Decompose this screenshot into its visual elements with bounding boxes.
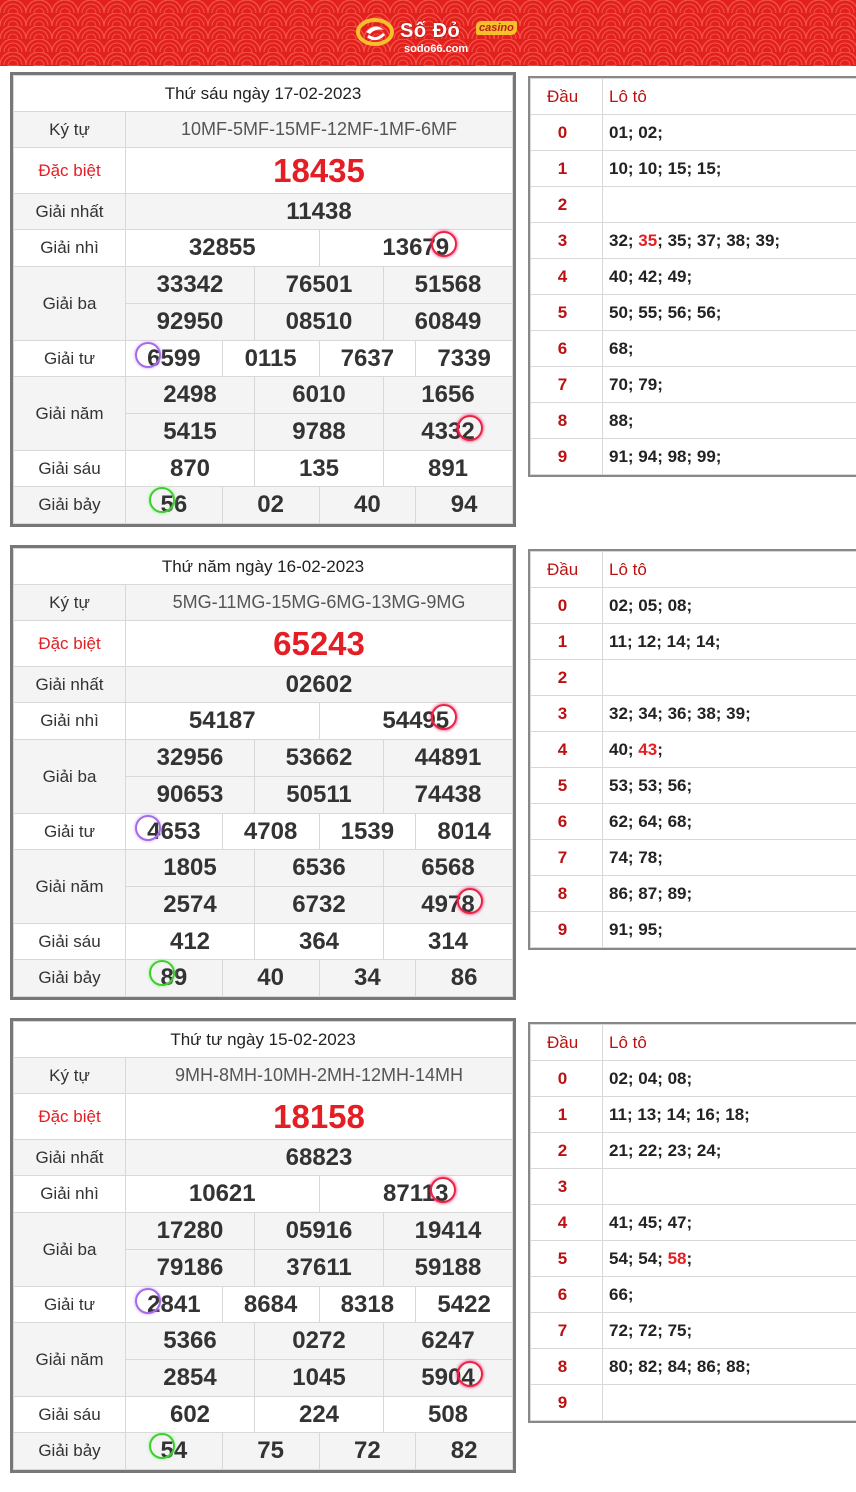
giai-tu-label: Giải tư — [14, 1287, 126, 1323]
loto-numbers: 40; — [609, 739, 639, 759]
loto-row-values — [603, 439, 856, 475]
giai-nam-value: 6010 — [255, 377, 384, 414]
giai-sau-value: 508 — [384, 1397, 513, 1433]
marker-purple-circle — [135, 815, 161, 841]
loto-row-values — [603, 804, 856, 840]
giai-ba-value: 19414 — [384, 1213, 513, 1250]
ky-tu-value: 10MF-5MF-15MF-12MF-1MF-6MF — [126, 112, 513, 148]
loto-row-values — [603, 624, 856, 660]
dau-digit: 3 — [531, 696, 603, 732]
loto-numbers: 21; 22; 23; 24; — [609, 1140, 722, 1160]
giai-nam-value: 6247 — [384, 1323, 513, 1360]
giai-nam-value: 1805 — [126, 850, 255, 887]
dau-digit: 0 — [531, 1061, 603, 1097]
giai-tu-value: 8684 — [222, 1287, 319, 1323]
giai-bay-value: 89 — [126, 960, 223, 997]
dau-digit: 1 — [531, 624, 603, 660]
giai-nhat-label: Giải nhất — [14, 667, 126, 703]
loto-row-values — [603, 403, 856, 439]
dau-digit: 8 — [531, 1349, 603, 1385]
dau-digit: 5 — [531, 295, 603, 331]
dau-digit: 1 — [531, 151, 603, 187]
loto-numbers: 10; 10; 15; 15; — [609, 158, 722, 178]
loto-numbers: 88; — [609, 410, 634, 430]
dau-digit: 4 — [531, 259, 603, 295]
dau-digit: 0 — [531, 115, 603, 151]
dau-digit: 2 — [531, 1133, 603, 1169]
loto-header: Lô tô — [603, 552, 856, 588]
giai-ba-label: Giải ba — [14, 267, 126, 341]
loto-row-values — [603, 1385, 856, 1421]
giai-ba-label: Giải ba — [14, 1213, 126, 1287]
loto-header: Lô tô — [603, 1025, 856, 1061]
giai-ba-value: 32956 — [126, 740, 255, 777]
dau-digit: 6 — [531, 804, 603, 840]
loto-row-values — [603, 588, 856, 624]
dau-header: Đầu — [531, 552, 603, 588]
dau-digit: 4 — [531, 1205, 603, 1241]
dau-digit: 6 — [531, 331, 603, 367]
giai-tu-value: 4708 — [222, 814, 319, 850]
loto-numbers: 74; 78; — [609, 847, 663, 867]
giai-tu-value: 7339 — [416, 341, 513, 377]
loto-row-values — [603, 660, 856, 696]
marker-red-circle — [457, 415, 483, 441]
giai-bay-value: 02 — [222, 487, 319, 524]
loto-row-values — [603, 367, 856, 403]
giai-nhat-label: Giải nhất — [14, 194, 126, 230]
loto-row-values — [603, 1097, 856, 1133]
dau-header: Đầu — [531, 79, 603, 115]
loto-row-values — [603, 840, 856, 876]
result-date-header: Thứ sáu ngày 17-02-2023 — [14, 76, 513, 112]
marker-red-circle — [431, 231, 457, 257]
giai-nam-value: 6568 — [384, 850, 513, 887]
logo-name: Số Đỏ — [400, 20, 461, 42]
loto-numbers: 70; 79; — [609, 374, 663, 394]
giai-ba-value: 50511 — [255, 777, 384, 814]
giai-bay-value: 75 — [222, 1433, 319, 1470]
giai-tu-value: 4653 — [126, 814, 223, 850]
loto-numbers: ; — [686, 1248, 693, 1268]
giai-nam-label: Giải năm — [14, 850, 126, 924]
dau-digit: 3 — [531, 223, 603, 259]
giai-tu-value: 7637 — [319, 341, 416, 377]
loto-numbers: 62; 64; 68; — [609, 811, 693, 831]
giai-sau-label: Giải sáu — [14, 924, 126, 960]
giai-nam-value: 1656 — [384, 377, 513, 414]
giai-nam-value: 1045 — [255, 1360, 384, 1397]
giai-ba-value: 76501 — [255, 267, 384, 304]
loto-numbers: 11; 13; 14; 16; 18; — [609, 1104, 750, 1124]
dau-digit: 2 — [531, 660, 603, 696]
ky-tu-label: Ký tự — [14, 585, 126, 621]
marker-green-circle — [149, 1433, 175, 1459]
loto-row-values — [603, 912, 856, 948]
dau-digit: 6 — [531, 1277, 603, 1313]
dac-biet-value: 18158 — [126, 1094, 513, 1140]
giai-nhi-value: 13679 — [319, 230, 513, 267]
loto-numbers: 40; 42; 49; — [609, 266, 693, 286]
giai-bay-value: 40 — [319, 487, 416, 524]
giai-ba-value: 90653 — [126, 777, 255, 814]
loto-numbers: ; 35; 37; 38; 39; — [657, 230, 781, 250]
loto-hot-number: 58 — [667, 1248, 687, 1268]
loto-row-values — [603, 732, 856, 768]
giai-nam-value: 2498 — [126, 377, 255, 414]
giai-sau-value: 314 — [384, 924, 513, 960]
dau-digit: 1 — [531, 1097, 603, 1133]
loto-table — [528, 76, 856, 477]
dau-digit: 2 — [531, 187, 603, 223]
loto-row-values — [603, 187, 856, 223]
logo-badge: casino — [476, 21, 517, 35]
giai-bay-value: 86 — [416, 960, 513, 997]
giai-nam-value: 4978 — [384, 887, 513, 924]
giai-sau-value: 135 — [255, 451, 384, 487]
giai-ba-value: 44891 — [384, 740, 513, 777]
dau-header: Đầu — [531, 1025, 603, 1061]
giai-ba-value: 37611 — [255, 1250, 384, 1287]
giai-ba-value: 59188 — [384, 1250, 513, 1287]
loto-numbers: 91; 94; 98; 99; — [609, 446, 722, 466]
giai-ba-value: 53662 — [255, 740, 384, 777]
giai-nhi-label: Giải nhì — [14, 703, 126, 740]
giai-bay-label: Giải bảy — [14, 960, 126, 997]
giai-ba-value: 17280 — [126, 1213, 255, 1250]
giai-ba-value: 51568 — [384, 267, 513, 304]
giai-tu-value: 2841 — [126, 1287, 223, 1323]
result-date-header: Thứ năm ngày 16-02-2023 — [14, 549, 513, 585]
loto-row-values — [603, 1277, 856, 1313]
loto-numbers: ; — [657, 739, 663, 759]
giai-nhi-value: 10621 — [126, 1176, 320, 1213]
giai-sau-value: 364 — [255, 924, 384, 960]
giai-ba-value: 08510 — [255, 304, 384, 341]
marker-red-circle — [430, 1177, 456, 1203]
loto-numbers: 02; 04; 08; — [609, 1068, 693, 1088]
loto-row-values — [603, 331, 856, 367]
marker-red-circle — [457, 1361, 483, 1387]
giai-bay-value: 82 — [416, 1433, 513, 1470]
dau-digit: 8 — [531, 403, 603, 439]
giai-nam-value: 6536 — [255, 850, 384, 887]
ky-tu-label: Ký tự — [14, 1058, 126, 1094]
site-banner — [0, 0, 856, 66]
dau-digit: 9 — [531, 439, 603, 475]
dac-biet-label: Đặc biệt — [14, 1094, 126, 1140]
loto-hot-number: 43 — [638, 739, 658, 759]
dau-digit: 7 — [531, 367, 603, 403]
result-table — [10, 1018, 516, 1473]
loto-numbers: 54; 54; — [609, 1248, 668, 1268]
marker-purple-circle — [135, 342, 161, 368]
giai-nhi-value: 54495 — [319, 703, 513, 740]
giai-nhi-label: Giải nhì — [14, 230, 126, 267]
giai-nam-label: Giải năm — [14, 1323, 126, 1397]
loto-row-values — [603, 1349, 856, 1385]
giai-tu-value: 5422 — [416, 1287, 513, 1323]
giai-sau-label: Giải sáu — [14, 451, 126, 487]
result-table — [10, 72, 516, 527]
loto-row-values — [603, 1169, 856, 1205]
giai-nam-value: 5415 — [126, 414, 255, 451]
loto-row-values — [603, 223, 856, 259]
loto-table — [528, 1022, 856, 1423]
loto-row-values — [603, 696, 856, 732]
result-table — [10, 545, 516, 1000]
logo-site-url: sodo66.com — [404, 43, 469, 55]
dau-digit: 4 — [531, 732, 603, 768]
marker-red-circle — [457, 888, 483, 914]
dac-biet-label: Đặc biệt — [14, 621, 126, 667]
giai-nam-value: 0272 — [255, 1323, 384, 1360]
loto-numbers: 91; 95; — [609, 919, 663, 939]
giai-tu-value: 8318 — [319, 1287, 416, 1323]
loto-row-values — [603, 876, 856, 912]
loto-row-values — [603, 259, 856, 295]
loto-numbers: 01; 02; — [609, 122, 663, 142]
logo-mark-icon — [356, 18, 394, 46]
giai-bay-value: 56 — [126, 487, 223, 524]
giai-tu-value: 8014 — [416, 814, 513, 850]
giai-bay-value: 40 — [222, 960, 319, 997]
giai-tu-label: Giải tư — [14, 814, 126, 850]
giai-sau-value: 891 — [384, 451, 513, 487]
marker-green-circle — [149, 960, 175, 986]
loto-header: Lô tô — [603, 79, 856, 115]
loto-row-values — [603, 768, 856, 804]
marker-red-circle — [431, 704, 457, 730]
giai-nhat-value: 11438 — [126, 194, 513, 230]
giai-nhi-value: 54187 — [126, 703, 320, 740]
loto-numbers: 32; — [609, 230, 639, 250]
loto-row-values — [603, 1061, 856, 1097]
loto-row-values — [603, 115, 856, 151]
giai-bay-value: 34 — [319, 960, 416, 997]
dau-digit: 5 — [531, 1241, 603, 1277]
loto-row-values — [603, 151, 856, 187]
giai-bay-label: Giải bảy — [14, 1433, 126, 1470]
loto-row-values — [603, 1133, 856, 1169]
giai-nhat-label: Giải nhất — [14, 1140, 126, 1176]
marker-purple-circle — [135, 1288, 161, 1314]
dau-digit: 9 — [531, 1385, 603, 1421]
giai-nam-label: Giải năm — [14, 377, 126, 451]
dau-digit: 8 — [531, 876, 603, 912]
dac-biet-label: Đặc biệt — [14, 148, 126, 194]
giai-nam-value: 4332 — [384, 414, 513, 451]
dac-biet-value: 18435 — [126, 148, 513, 194]
loto-numbers: 66; — [609, 1284, 634, 1304]
giai-bay-value: 94 — [416, 487, 513, 524]
giai-tu-label: Giải tư — [14, 341, 126, 377]
loto-numbers: 72; 72; 75; — [609, 1320, 693, 1340]
giai-ba-value: 60849 — [384, 304, 513, 341]
giai-ba-value: 79186 — [126, 1250, 255, 1287]
giai-ba-value: 33342 — [126, 267, 255, 304]
giai-ba-value: 92950 — [126, 304, 255, 341]
loto-row-values — [603, 1313, 856, 1349]
loto-numbers: 50; 55; 56; 56; — [609, 302, 722, 322]
giai-sau-value: 602 — [126, 1397, 255, 1433]
loto-table — [528, 549, 856, 950]
marker-green-circle — [149, 487, 175, 513]
ky-tu-value: 5MG-11MG-15MG-6MG-13MG-9MG — [126, 585, 513, 621]
giai-nhi-value: 87113 — [319, 1176, 513, 1213]
dau-digit: 7 — [531, 840, 603, 876]
loto-numbers: 68; — [609, 338, 634, 358]
loto-numbers: 32; 34; 36; 38; 39; — [609, 703, 751, 723]
dau-digit: 7 — [531, 1313, 603, 1349]
giai-bay-value: 72 — [319, 1433, 416, 1470]
dau-digit: 0 — [531, 588, 603, 624]
result-date-header: Thứ tư ngày 15-02-2023 — [14, 1022, 513, 1058]
loto-hot-number: 35 — [638, 230, 658, 250]
dau-digit: 5 — [531, 768, 603, 804]
loto-numbers: 11; 12; 14; 14; — [609, 631, 721, 651]
giai-ba-value: 05916 — [255, 1213, 384, 1250]
dau-digit: 9 — [531, 912, 603, 948]
giai-sau-value: 870 — [126, 451, 255, 487]
dac-biet-value: 65243 — [126, 621, 513, 667]
ky-tu-value: 9MH-8MH-10MH-2MH-12MH-14MH — [126, 1058, 513, 1094]
giai-nhi-label: Giải nhì — [14, 1176, 126, 1213]
loto-numbers: 53; 53; 56; — [609, 775, 693, 795]
giai-nhat-value: 68823 — [126, 1140, 513, 1176]
giai-nam-value: 2574 — [126, 887, 255, 924]
giai-nhat-value: 02602 — [126, 667, 513, 703]
giai-tu-value: 6599 — [126, 341, 223, 377]
giai-nam-value: 9788 — [255, 414, 384, 451]
ky-tu-label: Ký tự — [14, 112, 126, 148]
giai-ba-label: Giải ba — [14, 740, 126, 814]
giai-ba-value: 74438 — [384, 777, 513, 814]
loto-numbers: 41; 45; 47; — [609, 1212, 693, 1232]
giai-bay-value: 54 — [126, 1433, 223, 1470]
giai-sau-value: 412 — [126, 924, 255, 960]
loto-numbers: 02; 05; 08; — [609, 595, 693, 615]
site-logo[interactable] — [356, 18, 526, 58]
loto-numbers: 86; 87; 89; — [609, 883, 693, 903]
loto-row-values — [603, 1241, 856, 1277]
giai-sau-value: 224 — [255, 1397, 384, 1433]
dau-digit: 3 — [531, 1169, 603, 1205]
giai-nam-value: 5904 — [384, 1360, 513, 1397]
giai-bay-label: Giải bảy — [14, 487, 126, 524]
giai-nam-value: 2854 — [126, 1360, 255, 1397]
giai-tu-value: 1539 — [319, 814, 416, 850]
giai-nhi-value: 32855 — [126, 230, 320, 267]
giai-tu-value: 0115 — [222, 341, 319, 377]
giai-nam-value: 5366 — [126, 1323, 255, 1360]
loto-numbers: 80; 82; 84; 86; 88; — [609, 1356, 751, 1376]
loto-row-values — [603, 295, 856, 331]
giai-nam-value: 6732 — [255, 887, 384, 924]
giai-sau-label: Giải sáu — [14, 1397, 126, 1433]
loto-row-values — [603, 1205, 856, 1241]
